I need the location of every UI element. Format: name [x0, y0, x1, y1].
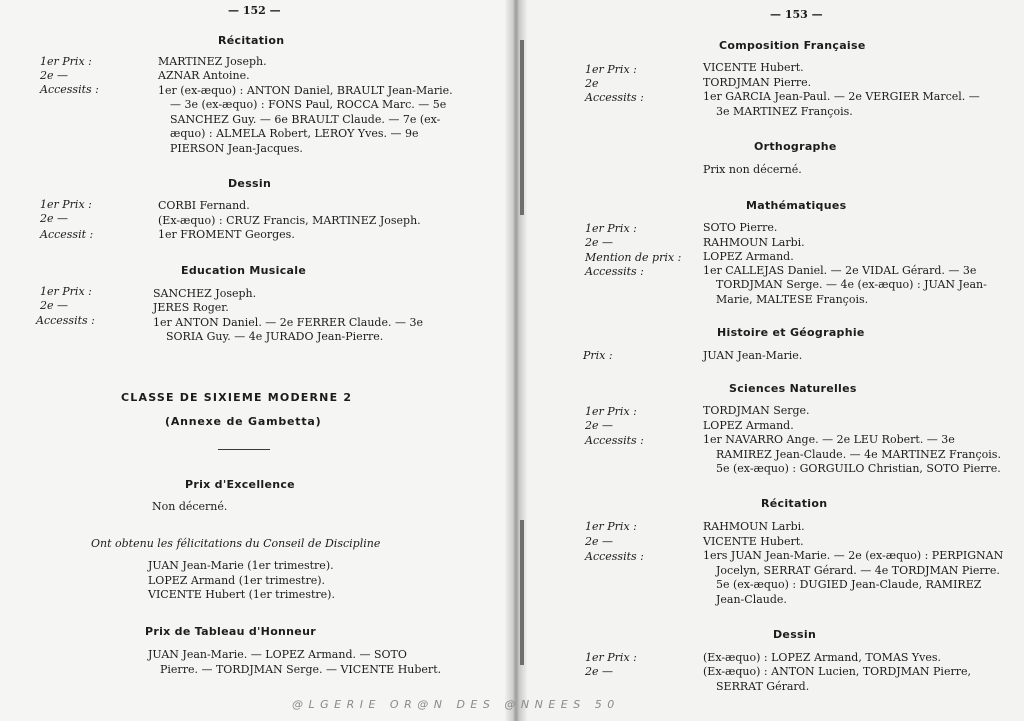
entry-line: — 3e (ex-æquo) : FONS Paul, ROCCA Marc. — 5e	[170, 98, 447, 111]
label-prix: Prix :	[583, 349, 613, 362]
entry-line: RAHMOUN Larbi.	[703, 236, 805, 249]
entry-line: 3e MARTINEZ François.	[716, 105, 853, 118]
heading-prix-excellence: Prix d'Excellence	[185, 478, 295, 491]
label-2e: 2e	[585, 77, 599, 90]
label-2e: 2e —	[585, 236, 614, 249]
label-mention-de-prix: Mention de prix :	[585, 251, 682, 264]
entry-line: 1er FROMENT Georges.	[158, 228, 295, 241]
label-accessits: Accessits :	[585, 265, 644, 278]
label-accessits: Accessits :	[585, 91, 644, 104]
label-accessits: Accessits :	[585, 434, 644, 447]
entry-line: æquo) : ALMELA Robert, LEROY Yves. — 9e	[170, 127, 419, 140]
entry-line: PIERSON Jean-Jacques.	[170, 142, 303, 155]
entry-line: SANCHEZ Guy. — 6e BRAULT Claude. — 7e (ex-	[170, 113, 441, 126]
entry-line: JUAN Jean-Marie. — LOPEZ Armand. — SOTO	[148, 648, 407, 661]
entry-line: MARTINEZ Joseph.	[158, 55, 267, 68]
heading-orthographe: Orthographe	[754, 140, 837, 153]
label-1er-prix: 1er Prix :	[40, 285, 92, 298]
watermark: @LGERIE OR@N DES @NNEES 50	[292, 698, 620, 711]
entry-line: SERRAT Gérard.	[716, 680, 810, 693]
label-1er-prix: 1er Prix :	[40, 198, 92, 211]
entry-line: Jean-Claude.	[716, 593, 787, 606]
entry-line: RAMIREZ Jean-Claude. — 4e MARTINEZ François.	[716, 448, 1001, 461]
entry-line: RAHMOUN Larbi.	[703, 520, 805, 533]
entry-line: Pierre. — TORDJMAN Serge. — VICENTE Hubert.	[160, 663, 442, 676]
entry-line: (Ex-æquo) : CRUZ Francis, MARTINEZ Joseph.	[158, 214, 421, 227]
class-subtitle: (Annexe de Gambetta)	[165, 415, 322, 428]
entry-line: (Ex-æquo) : ANTON Lucien, TORDJMAN Pierre,	[703, 665, 971, 678]
entry-line: 1ers JUAN Jean-Marie. — 2e (ex-æquo) : PERPIGNAN	[703, 549, 1004, 562]
entry-line: AZNAR Antoine.	[158, 69, 250, 82]
heading-education-musicale: Education Musicale	[181, 264, 307, 277]
label-1er-prix: 1er Prix :	[585, 520, 637, 533]
label-1er-prix: 1er Prix :	[585, 651, 637, 664]
entry-line: 1er GARCIA Jean-Paul. — 2e VERGIER Marcel. —	[703, 90, 980, 103]
separator-rule	[218, 449, 270, 450]
entry-line: (Ex-æquo) : LOPEZ Armand, TOMAS Yves.	[703, 651, 942, 664]
label-1er-prix: 1er Prix :	[585, 405, 637, 418]
label-2e: 2e —	[585, 665, 614, 678]
heading-dessin: Dessin	[228, 177, 272, 190]
entry-line: SORIA Guy. — 4e JURADO Jean-Pierre.	[166, 330, 384, 343]
label-accessit: Accessit :	[40, 228, 94, 241]
heading-histoire-geographie: Histoire et Géographie	[717, 326, 865, 339]
entry-line: 1er ANTON Daniel. — 2e FERRER Claude. — 3e	[153, 316, 423, 329]
page-number-right: — 153 —	[770, 8, 823, 21]
label-accessits: Accessits :	[585, 550, 644, 563]
label-1er-prix: 1er Prix :	[585, 63, 637, 76]
entry-line: 1er NAVARRO Ange. — 2e LEU Robert. — 3e	[703, 433, 955, 446]
entry-line: 1er (ex-æquo) : ANTON Daniel, BRAULT Jean-Marie.	[158, 84, 453, 97]
entry-line: LOPEZ Armand.	[703, 419, 794, 432]
entry-line: SANCHEZ Joseph.	[153, 287, 257, 300]
heading-composition-francaise: Composition Française	[719, 39, 866, 52]
entry-line: CORBI Fernand.	[158, 199, 250, 212]
entry-line: VICENTE Hubert.	[703, 61, 804, 74]
entry-line: TORDJMAN Serge. — 4e (ex-æquo) : JUAN Jean-	[716, 278, 987, 291]
spine-shadow	[520, 40, 524, 215]
label-2e: 2e —	[40, 69, 69, 82]
heading-dessin: Dessin	[773, 628, 817, 641]
heading-tableau-honneur: Prix de Tableau d'Honneur	[145, 625, 316, 638]
heading-recitation: Récitation	[761, 497, 828, 510]
label-2e: 2e —	[40, 299, 69, 312]
label-2e: 2e —	[585, 419, 614, 432]
entry-line: 5e (ex-æquo) : DUGIED Jean-Claude, RAMIREZ	[716, 578, 982, 591]
entry-line: JUAN Jean-Marie.	[703, 349, 803, 362]
heading-recitation: Récitation	[218, 34, 285, 47]
spine-shadow	[520, 520, 524, 665]
entry-line: VICENTE Hubert.	[703, 535, 804, 548]
entry-line: SOTO Pierre.	[703, 221, 778, 234]
entry-line: LOPEZ Armand.	[703, 250, 794, 263]
label-accessits: Accessits :	[36, 314, 95, 327]
excellence-text: Non décerné.	[152, 500, 228, 513]
heading-sciences-naturelles: Sciences Naturelles	[729, 382, 857, 395]
entry-line: Marie, MALTESE François.	[716, 293, 869, 306]
label-2e: 2e —	[585, 535, 614, 548]
heading-mathematiques: Mathématiques	[746, 199, 847, 212]
page-number-left: — 152 —	[228, 4, 281, 17]
label-1er-prix: 1er Prix :	[40, 55, 92, 68]
orthographe-text: Prix non décerné.	[703, 163, 802, 176]
heading-felicitations: Ont obtenu les félicitations du Conseil de Discipline	[91, 537, 381, 550]
label-1er-prix: 1er Prix :	[585, 222, 637, 235]
entry-line: Jocelyn, SERRAT Gérard. — 4e TORDJMAN Pierre.	[716, 564, 1000, 577]
entry-line: VICENTE Hubert (1er trimestre).	[148, 588, 335, 601]
label-accessits: Accessits :	[40, 83, 99, 96]
entry-line: JUAN Jean-Marie (1er trimestre).	[148, 559, 334, 572]
entry-line: 1er CALLEJAS Daniel. — 2e VIDAL Gérard. — 3e	[703, 264, 977, 277]
class-title: CLASSE DE SIXIEME MODERNE 2	[121, 391, 353, 404]
entry-line: TORDJMAN Pierre.	[703, 76, 812, 89]
entry-line: JERES Roger.	[153, 301, 229, 314]
label-2e: 2e —	[40, 212, 69, 225]
entry-line: TORDJMAN Serge.	[703, 404, 810, 417]
entry-line: LOPEZ Armand (1er trimestre).	[148, 574, 326, 587]
entry-line: 5e (ex-æquo) : GORGUILO Christian, SOTO Pierre.	[716, 462, 1001, 475]
